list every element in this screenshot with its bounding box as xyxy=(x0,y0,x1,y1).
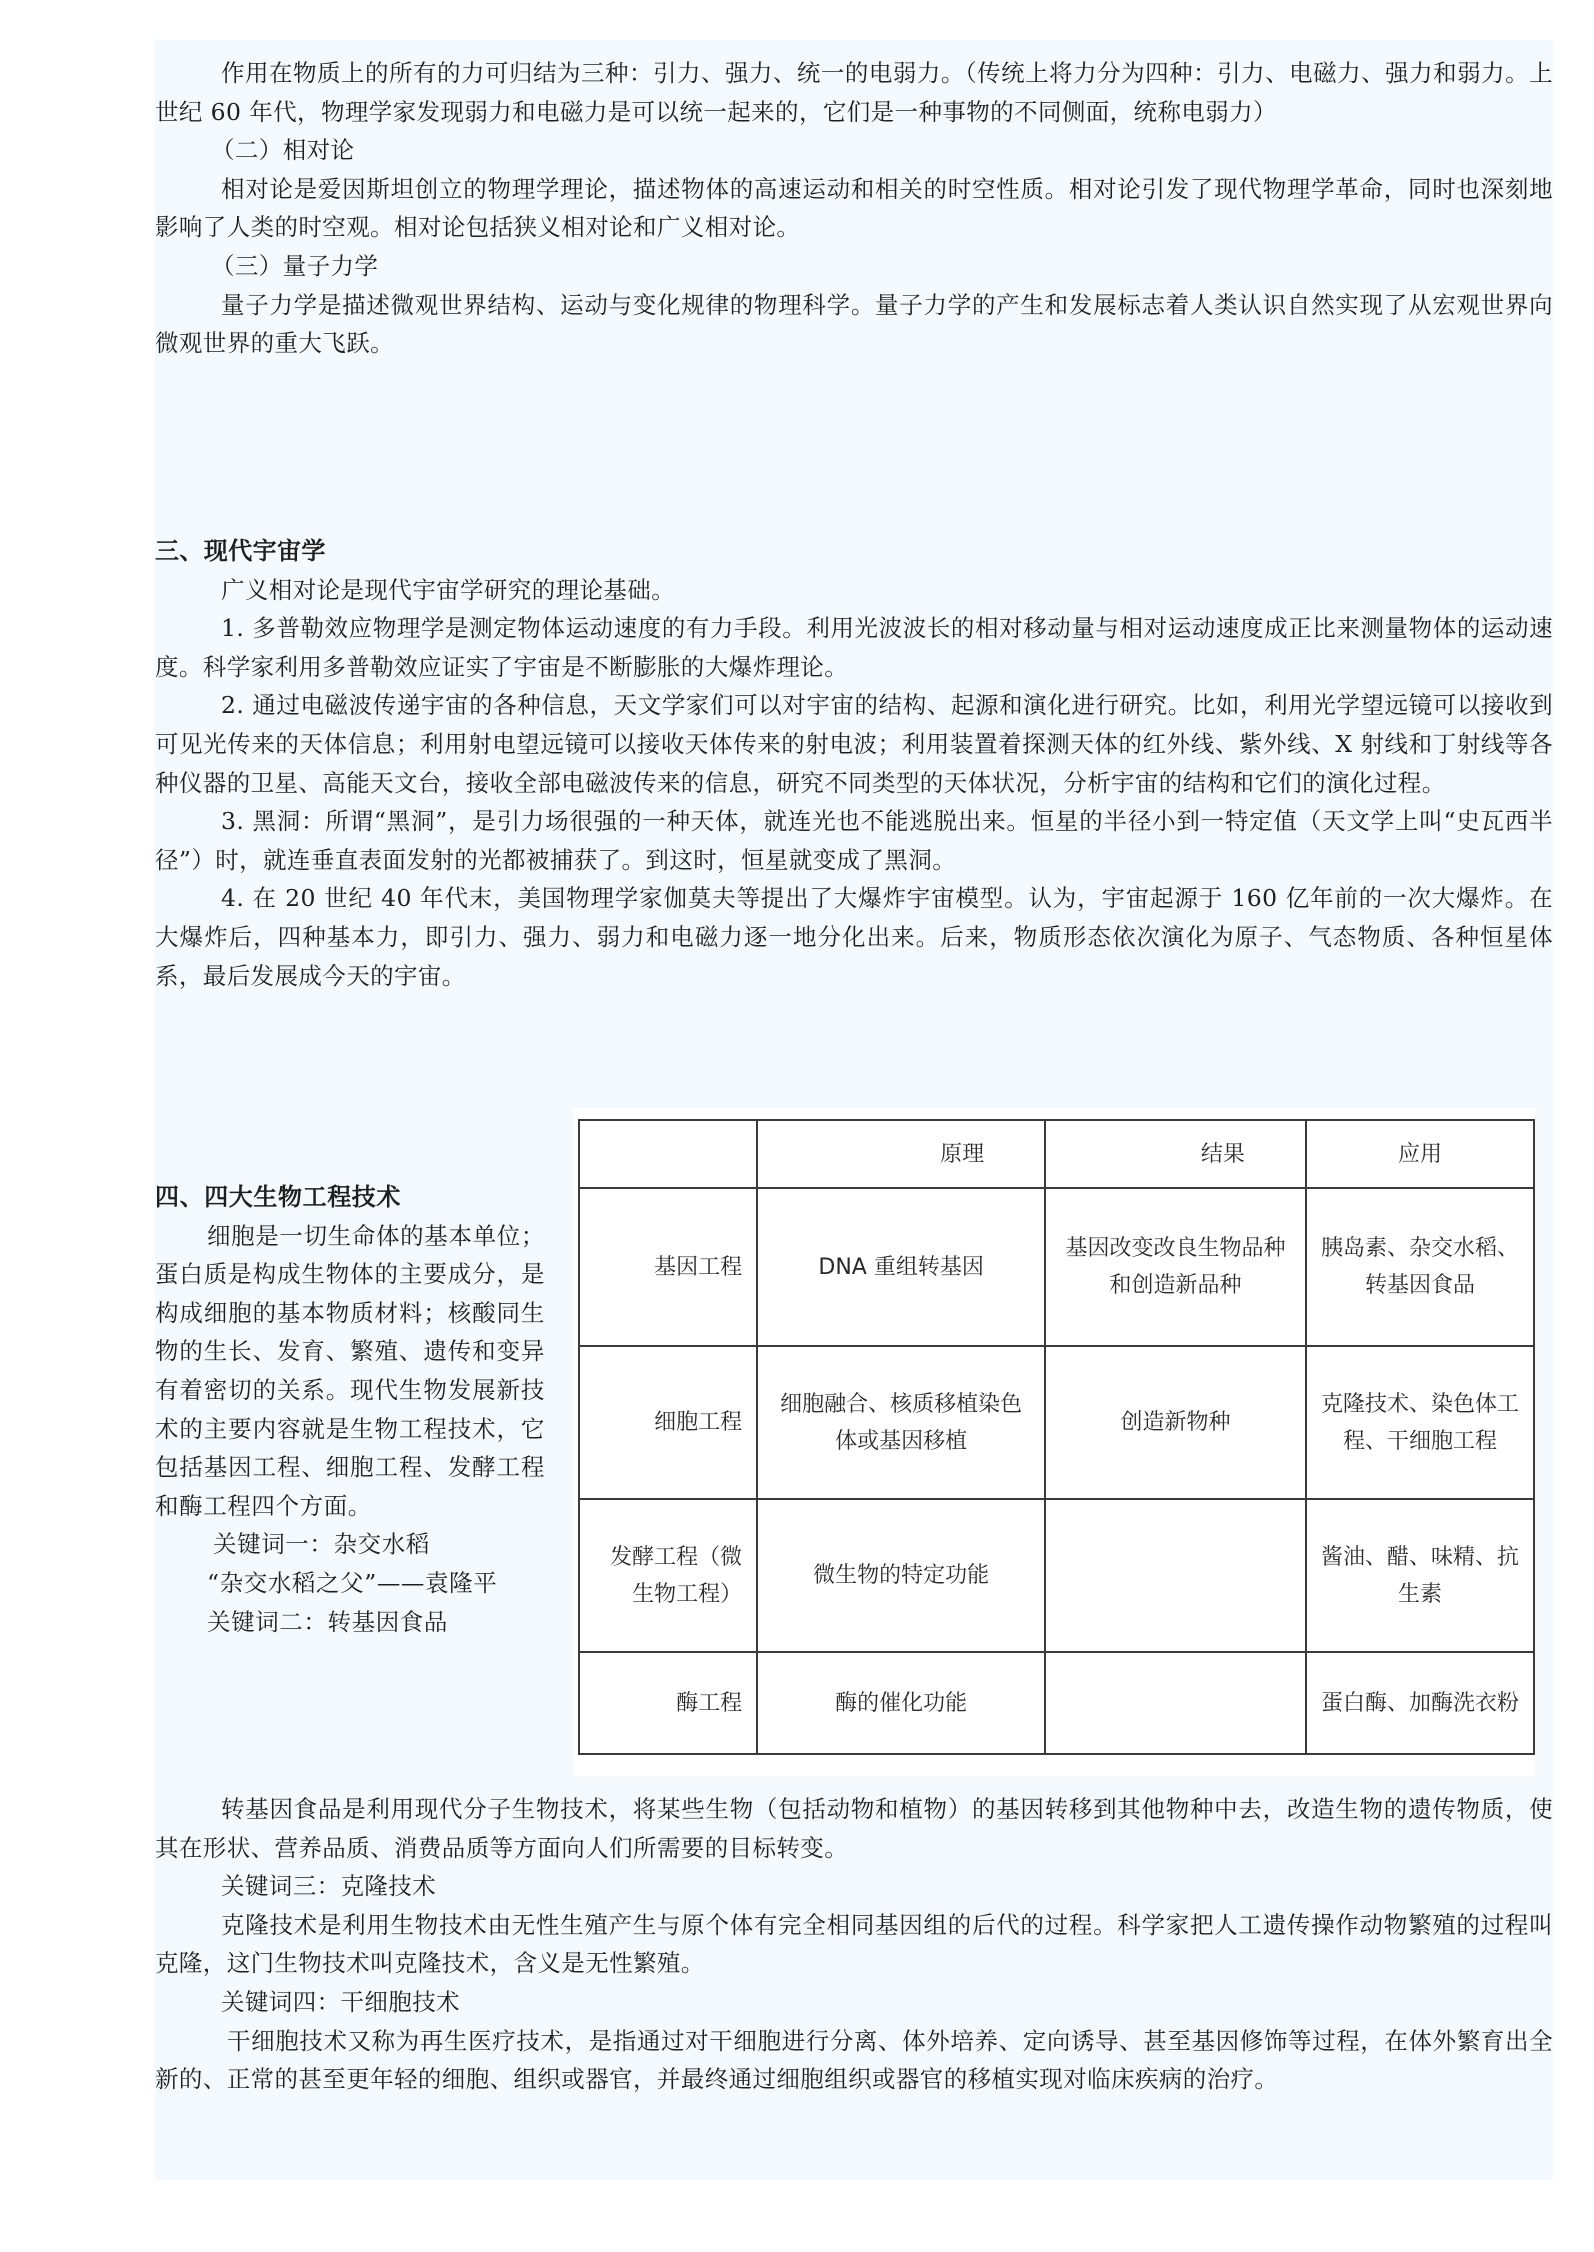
biotech-side-column xyxy=(155,1178,545,1641)
table-cell-name: 基因工程 xyxy=(579,1188,757,1346)
table-cell-result: 基因改变改良生物品种和创造新品种 xyxy=(1045,1188,1306,1346)
table-cell-principle: DNA 重组转基因 xyxy=(757,1188,1045,1346)
cosmology-section xyxy=(155,532,1553,995)
keyword-4: 关键词四：干细胞技术 xyxy=(221,1987,460,2016)
cosmology-item: 4. 在 20 世纪 40 年代末，美国物理学家伽莫夫等提出了大爆炸宇宙模型。认为，宇宙起源于 160 亿年前的一次大爆炸。在大爆炸后，四种基本力，即引力、强力、弱力和电磁力逐一地分化出来。后来，物质形态依次演化为原子、气态物质、各种恒星体系，最后发展成今天的宇宙。 xyxy=(155,884,1553,990)
table-header-cell: 结果 xyxy=(1045,1120,1306,1188)
keyword-1: 关键词一：杂交水稻 xyxy=(213,1530,430,1559)
table-row xyxy=(579,1652,1534,1754)
keyword-2: 关键词二：转基因食品 xyxy=(207,1607,448,1636)
bioengineering-table-figure xyxy=(573,1108,1535,1776)
forces-paragraph: 作用在物质上的所有的力可归结为三种：引力、强力、统一的电弱力。（传统上将力分为四种：引力、电磁力、强力和弱力。上世纪 60 年代，物理学家发现弱力和电磁力是可以统一起来的，它们是一种事物的不同侧面，统称电弱力） xyxy=(155,59,1553,126)
table-cell-application: 蛋白酶、加酶洗衣粉 xyxy=(1306,1652,1534,1754)
physics-section xyxy=(155,54,1553,363)
keyword-4-text: 干细胞技术又称为再生医疗技术，是指通过对干细胞进行分离、体外培养、定向诱导、甚至基因修饰等过程，在体外繁育出全新的、正常的甚至更年轻的细胞、组织或器官，并最终通过细胞组织或器官的移植实现对临床疾病的治疗。 xyxy=(155,2026,1553,2094)
table-cell-name: 酶工程 xyxy=(579,1652,757,1754)
cosmology-intro: 广义相对论是现代宇宙学研究的理论基础。 xyxy=(221,575,676,604)
relativity-heading: （二）相对论 xyxy=(211,136,355,165)
table-cell-result: 创造新物种 xyxy=(1045,1346,1306,1499)
quantum-heading: （三）量子力学 xyxy=(211,251,379,280)
bioengineering-table xyxy=(578,1119,1535,1755)
table-header-row xyxy=(579,1120,1534,1188)
cosmology-item: 1. 多普勒效应物理学是测定物体运动速度的有力手段。利用光波波长的相对移动量与相对运动速度成正比来测量物体的运动速度。科学家利用多普勒效应证实了宇宙是不断膨胀的大爆炸理论。 xyxy=(155,614,1553,681)
relativity-paragraph: 相对论是爱因斯坦创立的物理学理论，描述物体的高速运动和相关的时空性质。相对论引发了现代物理学革命，同时也深刻地影响了人类的时空观。相对论包括狭义相对论和广义相对论。 xyxy=(155,174,1553,242)
keyword-3: 关键词三：克隆技术 xyxy=(221,1872,437,1901)
table-cell-application: 克隆技术、染色体工程、干细胞工程 xyxy=(1306,1346,1534,1499)
table-header-cell: 原理 xyxy=(757,1120,1045,1188)
keyword-1-note: “杂交水稻之父”——袁隆平 xyxy=(207,1568,498,1597)
cosmology-heading: 三、现代宇宙学 xyxy=(155,536,326,565)
keyword-2-text: 转基因食品是利用现代分子生物技术，将某些生物（包括动物和植物）的基因转移到其他物种中去，改造生物的遗传物质，使其在形状、营养品质、消费品质等方面向人们所需要的目标转变。 xyxy=(155,1795,1553,1862)
table-cell-name: 发酵工程（微生物工程） xyxy=(579,1499,757,1652)
table-header-cell: 应用 xyxy=(1306,1120,1534,1188)
biotech-heading: 四、四大生物工程技术 xyxy=(155,1182,401,1211)
table-row xyxy=(579,1499,1534,1652)
table-cell-application: 酱油、醋、味精、抗生素 xyxy=(1306,1499,1534,1652)
quantum-paragraph: 量子力学是描述微观世界结构、运动与变化规律的物理科学。量子力学的产生和发展标志着人类认识自然实现了从宏观世界向微观世界的重大飞跃。 xyxy=(155,290,1553,358)
table-cell-application: 胰岛素、杂交水稻、转基因食品 xyxy=(1306,1188,1534,1346)
table-cell-principle: 酶的催化功能 xyxy=(757,1652,1045,1754)
table-header-cell xyxy=(579,1120,757,1188)
keywords-section xyxy=(155,1790,1553,2099)
biotech-intro: 细胞是一切生命体的基本单位；蛋白质是构成生物体的主要成分，是构成细胞的基本物质材料；核酸同生物的生长、发育、繁殖、遗传和变异有着密切的关系。现代生物发展新技术的主要内容就是生物工程技术，它包括基因工程、细胞工程、发酵工程和酶工程四个方面。 xyxy=(155,1221,545,1520)
document-page xyxy=(155,40,1553,2180)
table-cell-name: 细胞工程 xyxy=(579,1346,757,1499)
table-cell-principle: 微生物的特定功能 xyxy=(757,1499,1045,1652)
table-row xyxy=(579,1346,1534,1499)
table-cell-result xyxy=(1045,1652,1306,1754)
table-row xyxy=(579,1188,1534,1346)
table-cell-principle: 细胞融合、核质移植染色体或基因移植 xyxy=(757,1346,1045,1499)
cosmology-item: 2. 通过电磁波传递宇宙的各种信息，天文学家们可以对宇宙的结构、起源和演化进行研究。比如，利用光学望远镜可以接收到可见光传来的天体信息；利用射电望远镜可以接收天体传来的射电波；利用装置着探测天体的红外线、紫外线、X 射线和丁射线等各种仪器的卫星、高能天文台，接收全部电磁波传来的信息，研究不同类型的天体状况，分析宇宙的结构和它们的演化过程。 xyxy=(155,691,1553,797)
keyword-3-text: 克隆技术是利用生物技术由无性生殖产生与原个体有完全相同基因组的后代的过程。科学家把人工遗传操作动物繁殖的过程叫克隆，这门生物技术叫克隆技术，含义是无性繁殖。 xyxy=(155,1910,1553,1978)
table-cell-result xyxy=(1045,1499,1306,1652)
cosmology-item: 3. 黑洞：所谓“黑洞”，是引力场很强的一种天体，就连光也不能逃脱出来。恒星的半径小到一特定值（天文学上叫“史瓦西半径”）时，就连垂直表面发射的光都被捕获了。到这时，恒星就变成了黑洞。 xyxy=(155,807,1553,874)
